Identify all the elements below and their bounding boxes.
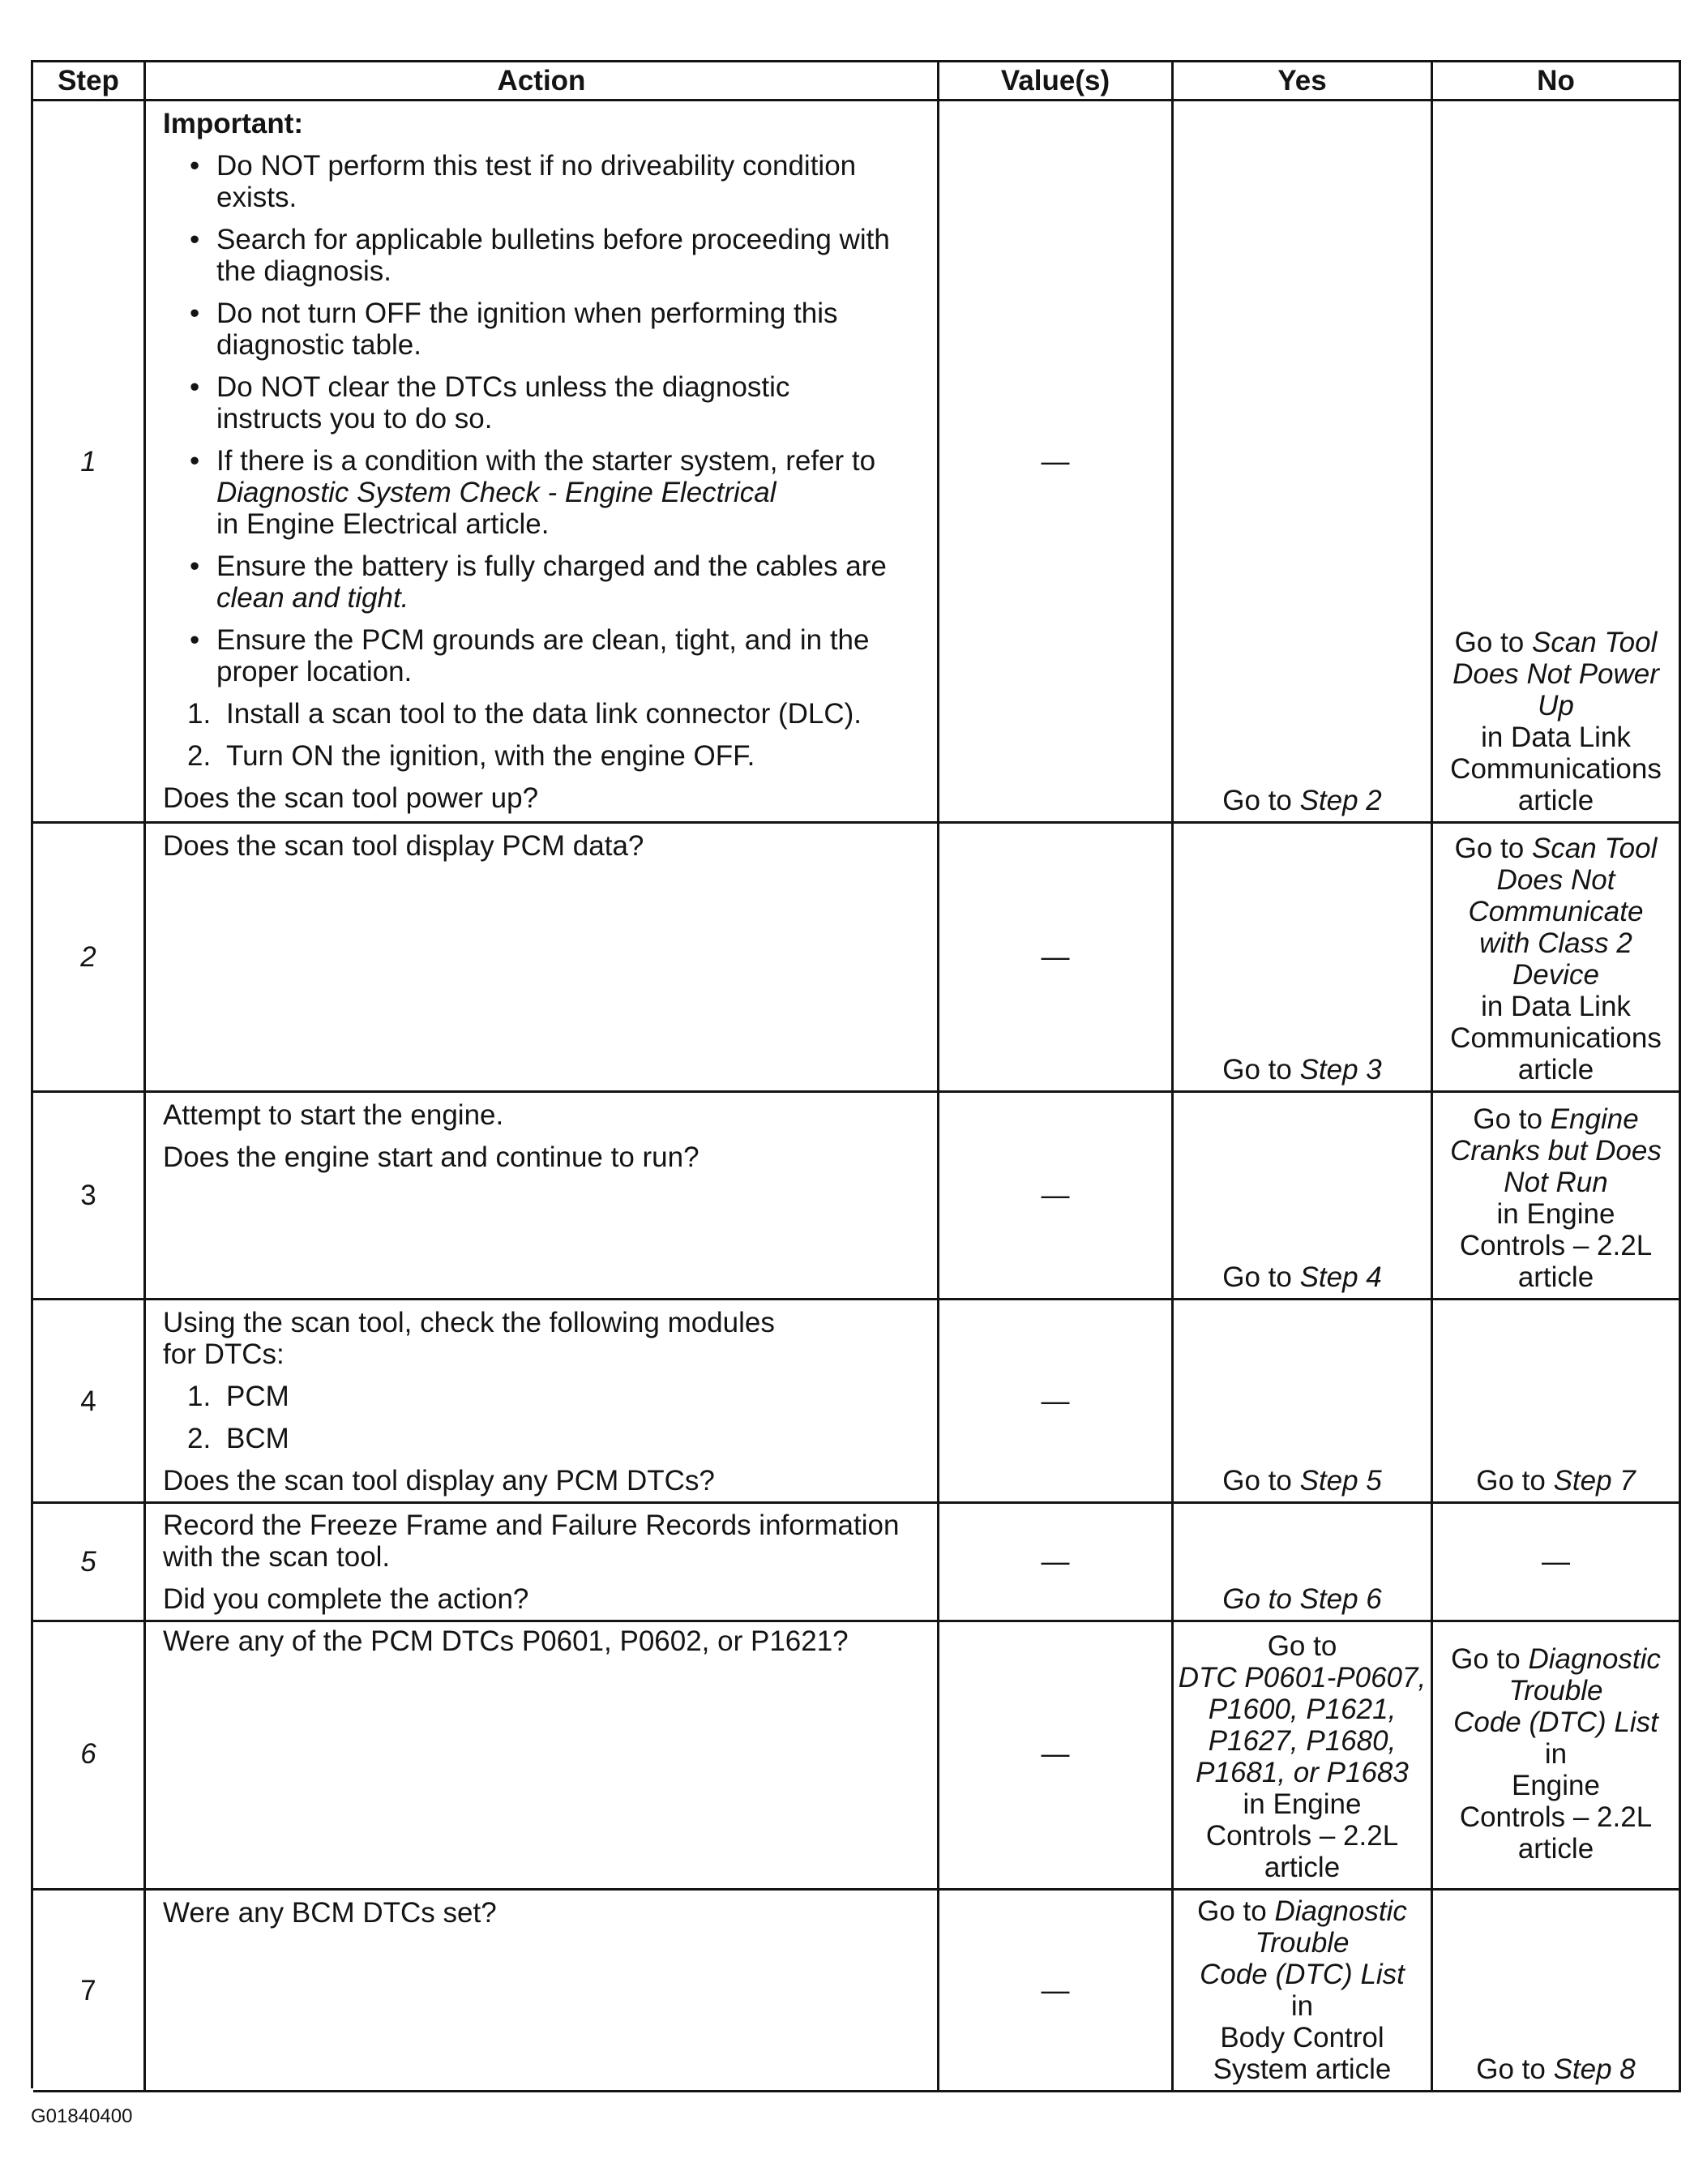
- header-action-label: Action: [497, 65, 586, 96]
- header-step-label: Step: [58, 65, 119, 96]
- text-segment: Go to: [1454, 833, 1532, 864]
- italic-text: Scan Tool: [1531, 627, 1658, 658]
- no-cell: [1433, 1891, 1681, 2092]
- text-line: [216, 477, 927, 508]
- text-segment: —: [1542, 1545, 1570, 1578]
- italic-text: Code (DTC) List: [1200, 1959, 1405, 1990]
- text-segment: Does the engine start and continue to run?: [163, 1141, 699, 1173]
- step-cell: [33, 824, 146, 1093]
- step-number: 6: [80, 1737, 96, 1770]
- italic-text: Step 5: [1299, 1465, 1382, 1497]
- yes-cell: [1174, 1619, 1433, 1891]
- text-line: [1542, 1546, 1570, 1578]
- text-line: [1518, 785, 1594, 816]
- text-line: [163, 1541, 927, 1573]
- text-line: [1545, 1738, 1567, 1770]
- value-text: —: [1041, 1737, 1070, 1770]
- numbered-item: [163, 1381, 927, 1412]
- text-line: [1460, 1230, 1652, 1261]
- italic-text: Up: [1538, 690, 1574, 722]
- table-row: [33, 1300, 1681, 1503]
- italic-text: P1627, P1680,: [1208, 1725, 1397, 1757]
- value-cell: [939, 824, 1174, 1093]
- text-line: [1455, 833, 1658, 864]
- text-segment: Communications: [1450, 1022, 1662, 1054]
- yes-cell: [1174, 1300, 1433, 1504]
- text-line: [163, 1141, 927, 1173]
- italic-text: P1600, P1621,: [1208, 1694, 1397, 1725]
- table-row: [33, 101, 1681, 824]
- text-segment: Go to: [1197, 1895, 1275, 1927]
- header-values: [939, 62, 1174, 101]
- header-action: [146, 62, 939, 101]
- text-segment: Go to: [1222, 1054, 1300, 1086]
- text-segment: Does the scan tool power up?: [163, 782, 539, 814]
- text-line: [216, 371, 927, 403]
- text-line: [216, 582, 927, 614]
- text-segment: in Engine Electrical article.: [216, 508, 550, 540]
- text-segment: If there is a condition with the starter system, refer to: [216, 445, 876, 477]
- text-line: [1209, 1725, 1397, 1757]
- text-line: [1222, 785, 1382, 816]
- no-cell: [1433, 101, 1681, 824]
- text-segment: BCM: [226, 1423, 289, 1454]
- text-line: [216, 224, 927, 255]
- step-cell: [33, 1619, 146, 1891]
- value-cell: [939, 1093, 1174, 1300]
- italic-text: DTC P0601-P0607,: [1178, 1662, 1427, 1694]
- text-segment: article: [1517, 1832, 1594, 1865]
- text-segment: Record the Freeze Frame and Failure Records information: [163, 1510, 900, 1541]
- text-segment: PCM: [226, 1381, 289, 1412]
- bullet-icon: [190, 150, 199, 182]
- no-cell: [1433, 1503, 1681, 1622]
- step-number: 3: [80, 1180, 96, 1211]
- header-yes-label: Yes: [1277, 65, 1327, 96]
- action-text: [163, 1625, 927, 1657]
- action-cell: [146, 1503, 939, 1622]
- action-text: [163, 1897, 927, 1929]
- italic-text: Diagnostic: [1528, 1642, 1661, 1675]
- value-text: —: [1041, 941, 1070, 973]
- text-line: [1512, 959, 1599, 991]
- no-cell: [1433, 1619, 1681, 1891]
- text-line: [216, 150, 927, 182]
- text-segment: Turn ON the ignition, with the engine OFF.: [226, 740, 755, 772]
- italic-text: Engine: [1550, 1103, 1639, 1135]
- action-cell: [146, 1891, 939, 2092]
- text-segment: Body Control: [1220, 2022, 1384, 2053]
- italic-text: Code (DTC) List: [1453, 1706, 1658, 1738]
- text-line: [1200, 1959, 1405, 1990]
- text-segment: Go to: [1222, 785, 1300, 816]
- bullet-icon: [190, 445, 199, 477]
- text-segment: in: [1544, 1737, 1568, 1770]
- text-segment: Do not turn OFF the ignition when performing this: [216, 298, 838, 329]
- numbered-item: [163, 740, 927, 772]
- text-line: [163, 1583, 927, 1615]
- text-segment: Important:: [163, 108, 304, 139]
- text-line: [163, 1338, 927, 1370]
- text-line: [216, 255, 927, 287]
- text-line: [216, 182, 927, 213]
- text-segment: Go to: [1473, 1103, 1551, 1135]
- text-segment: Attempt to start the engine.: [163, 1099, 504, 1131]
- value-text: —: [1041, 445, 1070, 477]
- italic-text: with Class 2: [1479, 927, 1632, 959]
- yes-cell: [1174, 1891, 1433, 2092]
- action-text: [163, 1465, 927, 1497]
- text-segment: Install a scan tool to the data link connector (DLC).: [226, 698, 862, 730]
- text-line: [216, 508, 927, 540]
- text-line: [1453, 1707, 1658, 1738]
- list-number: 2.: [187, 1423, 212, 1454]
- text-segment: the diagnosis.: [216, 255, 391, 287]
- text-line: [163, 1099, 927, 1131]
- action-text: [163, 782, 927, 814]
- italic-text: Diagnostic: [1274, 1895, 1407, 1927]
- text-segment: Do NOT clear the DTCs unless the diagnostic: [216, 371, 790, 403]
- text-line: [216, 624, 927, 656]
- text-segment: Controls – 2.2L: [1205, 1820, 1399, 1852]
- figure-code: G01840400: [31, 2105, 133, 2127]
- text-line: [1476, 2053, 1636, 2085]
- text-line: [1264, 1852, 1340, 1883]
- text-segment: with the scan tool.: [163, 1541, 391, 1573]
- bullet-icon: [190, 550, 199, 582]
- header-step: [33, 62, 146, 101]
- value-cell: [939, 1619, 1174, 1891]
- text-segment: Controls – 2.2L: [1459, 1230, 1653, 1261]
- text-segment: in: [1290, 1990, 1314, 2022]
- text-line: [1518, 1054, 1594, 1086]
- text-segment: Go to: [1222, 1465, 1300, 1497]
- text-line: [163, 1897, 927, 1929]
- text-segment: Did you complete the action?: [163, 1583, 529, 1615]
- text-line: [163, 1307, 927, 1338]
- text-line: [1504, 1167, 1607, 1198]
- text-segment: Go to: [1451, 1642, 1529, 1675]
- italic-text: Trouble: [1255, 1927, 1350, 1959]
- text-line: [216, 403, 927, 435]
- italic-text: Step 7: [1553, 1465, 1636, 1497]
- value-text: —: [1041, 1545, 1070, 1578]
- bullet-icon: [190, 298, 199, 329]
- text-line: [1460, 1801, 1652, 1833]
- text-line: [1196, 1757, 1409, 1788]
- bullet-item: [163, 150, 927, 213]
- step-cell: [33, 1891, 146, 2092]
- action-cell: [146, 1093, 939, 1300]
- text-line: [1452, 658, 1659, 690]
- text-segment: Ensure the PCM grounds are clean, tight, and in the: [216, 624, 870, 656]
- text-segment: Were any of the PCM DTCs P0601, P0602, or P1621?: [163, 1625, 849, 1657]
- text-line: [1291, 1990, 1313, 2022]
- action-text: [163, 1583, 927, 1615]
- text-line: [1268, 1630, 1337, 1662]
- text-segment: in Data Link: [1481, 991, 1631, 1022]
- text-segment: article: [1264, 1852, 1341, 1883]
- text-segment: Ensure the battery is fully charged and the cables are: [216, 550, 887, 582]
- text-line: [1209, 1694, 1397, 1725]
- text-line: [1497, 864, 1615, 896]
- text-segment: Search for applicable bulletins before proceeding with: [216, 224, 890, 255]
- text-line: [1518, 1261, 1594, 1293]
- bullet-item: [163, 298, 927, 361]
- text-segment: proper location.: [216, 656, 413, 687]
- text-line: [1473, 1103, 1638, 1135]
- step-number: 7: [80, 1974, 96, 2006]
- value-cell: [939, 1300, 1174, 1504]
- text-line: [216, 656, 927, 687]
- text-line: [1450, 753, 1662, 785]
- text-line: [1476, 1465, 1636, 1497]
- italic-text: Does Not: [1496, 864, 1615, 896]
- action-text: [163, 1099, 927, 1131]
- bullet-item: [163, 224, 927, 287]
- text-segment: Go to: [1454, 627, 1532, 658]
- text-segment: Do NOT perform this test if no driveability condition: [216, 150, 857, 182]
- text-line: [1508, 1675, 1602, 1707]
- text-segment: Go to: [1476, 1465, 1554, 1497]
- numbered-item: [163, 1423, 927, 1454]
- text-line: [216, 329, 927, 361]
- italic-text: Communicate: [1468, 896, 1644, 927]
- text-segment: Using the scan tool, check the following modules: [163, 1307, 775, 1338]
- header-no-label: No: [1537, 65, 1575, 96]
- header-no: [1433, 62, 1681, 101]
- text-line: [1222, 1583, 1382, 1615]
- text-line: [226, 1423, 927, 1454]
- yes-cell: [1174, 1503, 1433, 1622]
- text-line: [1222, 1054, 1382, 1086]
- text-segment: Does the scan tool display any PCM DTCs?: [163, 1465, 715, 1497]
- text-line: [216, 550, 927, 582]
- text-line: [163, 1510, 927, 1541]
- action-cell: [146, 101, 939, 824]
- text-line: [1255, 1927, 1349, 1959]
- italic-text: P1681, or P1683: [1196, 1757, 1409, 1788]
- value-cell: [939, 101, 1174, 824]
- text-segment: for DTCs:: [163, 1338, 284, 1370]
- header-values-label: Value(s): [1000, 65, 1110, 96]
- no-cell: [1433, 1093, 1681, 1300]
- italic-text: Go to Step 6: [1222, 1583, 1382, 1615]
- step-number: 2: [80, 941, 96, 973]
- italic-text: Cranks but Does: [1450, 1135, 1662, 1167]
- text-segment: diagnostic table.: [216, 329, 421, 361]
- italic-text: Step 3: [1299, 1054, 1382, 1086]
- no-cell: [1433, 824, 1681, 1093]
- action-cell: [146, 1300, 939, 1504]
- no-cell: [1433, 1300, 1681, 1504]
- text-segment: System article: [1213, 2053, 1392, 2085]
- table-row: [33, 1891, 1681, 2088]
- text-segment: Communications: [1450, 753, 1662, 785]
- text-line: [226, 740, 927, 772]
- text-segment: Does the scan tool display PCM data?: [163, 830, 644, 862]
- text-line: [1450, 1022, 1662, 1054]
- diagnostic-table: [31, 60, 1681, 2088]
- step-cell: [33, 101, 146, 824]
- bullet-icon: [190, 224, 199, 255]
- numbered-item: [163, 698, 927, 730]
- step-cell: [33, 1503, 146, 1622]
- text-line: [1197, 1895, 1407, 1927]
- step-number: 4: [80, 1385, 96, 1417]
- table-header-row: [33, 62, 1681, 101]
- text-line: [216, 445, 927, 477]
- text-segment: exists.: [216, 182, 297, 213]
- italic-text: clean and tight.: [216, 582, 409, 614]
- step-number: 1: [80, 445, 96, 477]
- header-yes: [1174, 62, 1433, 101]
- text-line: [226, 1381, 927, 1412]
- value-cell: [939, 1891, 1174, 2092]
- step-cell: [33, 1300, 146, 1504]
- text-line: [1243, 1788, 1362, 1820]
- action-text: [163, 1307, 927, 1370]
- text-line: [216, 298, 927, 329]
- table-row: [33, 1503, 1681, 1619]
- italic-text: Trouble: [1508, 1674, 1603, 1707]
- text-line: [1469, 896, 1644, 927]
- text-segment: Go to: [1222, 1261, 1300, 1293]
- value-text: —: [1041, 1385, 1070, 1417]
- action-cell: [146, 824, 939, 1093]
- value-text: —: [1041, 1180, 1070, 1211]
- text-line: [163, 1625, 927, 1657]
- text-segment: in Engine: [1496, 1198, 1615, 1230]
- table-row: [33, 1619, 1681, 1891]
- text-segment: article: [1517, 1261, 1594, 1293]
- text-line: [1450, 1135, 1662, 1167]
- text-segment: article: [1517, 1054, 1594, 1086]
- text-segment: Controls – 2.2L: [1459, 1801, 1653, 1833]
- text-line: [1497, 1198, 1615, 1230]
- italic-text: Diagnostic System Check - Engine Electrical: [216, 477, 776, 508]
- bullet-item: [163, 371, 927, 435]
- text-segment: instructs you to do so.: [216, 403, 493, 435]
- text-line: [1222, 1261, 1382, 1293]
- text-line: [163, 1465, 927, 1497]
- bullet-item: [163, 624, 927, 687]
- yes-cell: [1174, 1093, 1433, 1300]
- text-segment: Go to: [1476, 2053, 1554, 2085]
- table-row: [33, 1093, 1681, 1300]
- bullet-icon: [190, 371, 199, 403]
- action-text: [163, 830, 927, 862]
- text-line: [1213, 2053, 1392, 2085]
- text-segment: in Engine: [1243, 1788, 1362, 1820]
- bullet-item: [163, 445, 927, 540]
- text-line: [1538, 690, 1574, 722]
- yes-cell: [1174, 101, 1433, 824]
- important-heading: [163, 108, 927, 139]
- text-line: [1481, 991, 1631, 1022]
- action-text: [163, 1141, 927, 1173]
- text-line: [163, 108, 927, 139]
- text-line: [1518, 1833, 1594, 1865]
- text-line: [1451, 1643, 1661, 1675]
- text-line: [1179, 1662, 1426, 1694]
- action-text: [163, 1510, 927, 1573]
- italic-text: Not Run: [1504, 1167, 1608, 1198]
- text-segment: Go to: [1267, 1630, 1337, 1662]
- text-line: [1222, 1465, 1382, 1497]
- text-line: [226, 698, 927, 730]
- text-line: [1512, 1770, 1600, 1801]
- table-row: [33, 824, 1681, 1093]
- list-number: 1.: [187, 698, 212, 730]
- step-number: 5: [80, 1545, 96, 1578]
- bullet-item: [163, 550, 927, 614]
- value-text: —: [1041, 1974, 1070, 2006]
- italic-text: Scan Tool: [1531, 833, 1658, 864]
- step-cell: [33, 1093, 146, 1300]
- text-segment: in Data Link: [1481, 722, 1631, 753]
- text-segment: Engine: [1512, 1769, 1600, 1801]
- text-line: [163, 782, 927, 814]
- italic-text: Step 2: [1299, 785, 1382, 816]
- yes-cell: [1174, 824, 1433, 1093]
- bullet-icon: [190, 624, 199, 656]
- italic-text: Step 8: [1553, 2053, 1636, 2085]
- text-line: [1481, 722, 1631, 753]
- list-number: 1.: [187, 1381, 212, 1412]
- italic-text: Does Not Power: [1452, 658, 1659, 690]
- text-line: [1206, 1820, 1398, 1852]
- text-segment: article: [1517, 785, 1594, 816]
- italic-text: Device: [1512, 959, 1599, 991]
- action-cell: [146, 1619, 939, 1891]
- text-line: [1455, 627, 1658, 658]
- italic-text: Step 4: [1299, 1261, 1382, 1293]
- text-line: [1220, 2022, 1384, 2053]
- list-number: 2.: [187, 740, 212, 772]
- text-line: [1479, 927, 1632, 959]
- text-line: [163, 830, 927, 862]
- text-segment: Were any BCM DTCs set?: [163, 1897, 497, 1929]
- value-cell: [939, 1503, 1174, 1622]
